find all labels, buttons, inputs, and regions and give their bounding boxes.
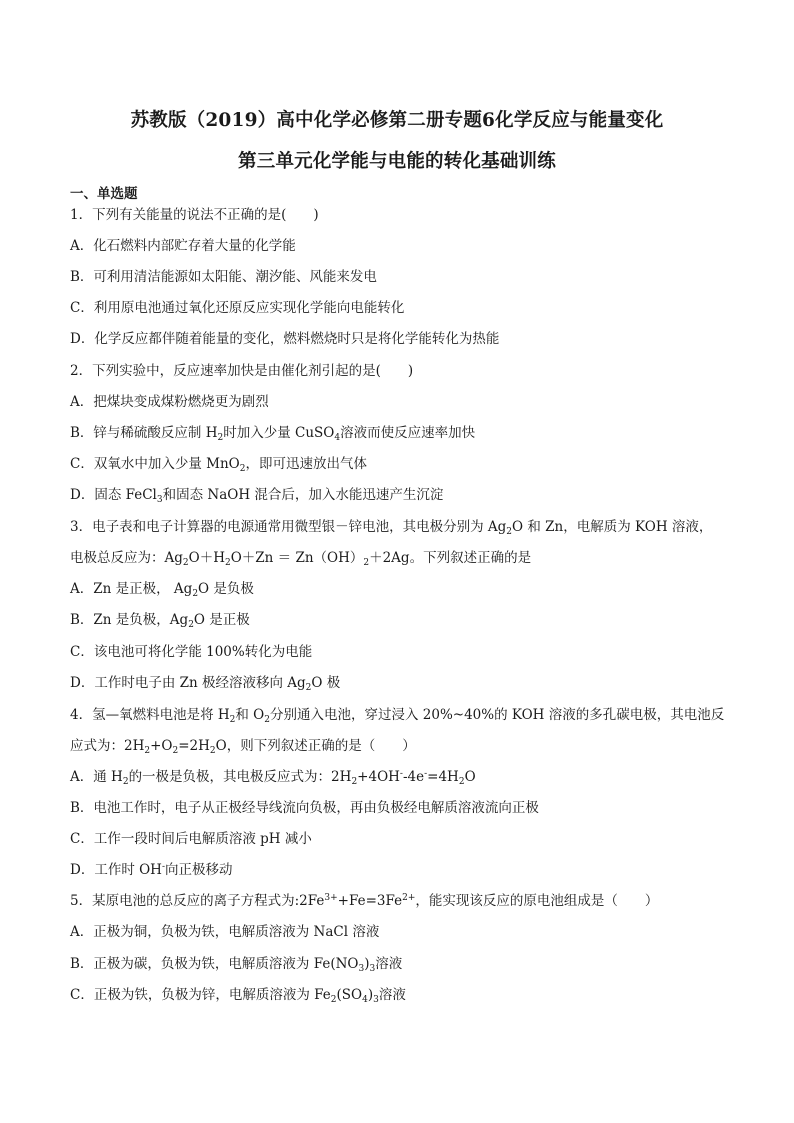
q4-option-b: B．电池工作时，电子从正极经导线流向负极，再由负极经电解质溶液流向正极 [70,800,539,816]
document-title-line-1: 苏教版（2019）高中化学必修第二册专题6化学反应与能量变化 [130,110,664,131]
q1-option-b: B．可利用清洁能源如太阳能、潮汐能、风能来发电 [70,269,377,285]
q3-option-b: B．Zn 是负极，$Ag_2O$ 是正极 [70,612,250,630]
document-title-line-2: 第三单元化学能与电能的转化基础训练 [238,151,556,172]
q2-stem: 2．下列实验中，反应速率加快是由催化剂引起的是( ) [70,363,414,379]
q5-stem: 5．某原电池的总反应的离子方程式为$:2Fe^{3+}+Fe=3Fe^{2+}$，能实现该反应的原电池组成是（ ） [70,893,659,909]
q5-option-a: A．正极为铜，负极为铁，电解质溶液为 NaCl 溶液 [70,924,380,940]
q4-option-a: A．通 $H_2$的一极是负极，其电极反应式为：$2H_2+4OH^--4e^-=4H_2O$ [70,769,476,787]
q1-option-d: D．化学反应都伴随着能量的变化，燃料燃烧时只是将化学能转化为热能 [70,331,500,347]
q1-stem: 1．下列有关能量的说法不正确的是( ) [70,207,319,223]
q3-stem-line-2: 电极总反应为：$Ag_2O+H_2O+Zn = Zn(OH)_2+2Ag$。下列叙述正确的是 [70,550,532,568]
q2-option-a: A．把煤块变成煤粉燃烧更为剧烈 [70,394,269,410]
q4-option-d: D．工作时 OH-向正极移动 [70,862,233,878]
q4-stem-line-2: 应式为：$2H_2+O_2=2H_2O$，则下列叙述正确的是（ ） [70,738,416,756]
q5-option-c: C．正极为铁，负极为锌，电解质溶液为 $Fe_2(SO_4)_3$溶液 [70,987,406,1005]
q2-option-d: D．固态 FeCl$_3$和固态 NaOH 混合后，加入水能迅速产生沉淀 [70,487,444,505]
q5-option-b: B．正极为碳，负极为铁，电解质溶液为 $Fe(NO_3)_3$溶液 [70,956,403,974]
q1-option-a: A．化石燃料内部贮存着大量的化学能 [70,238,296,254]
section-heading: 一、单选题 [70,186,138,202]
q2-option-c: C．双氧水中加入少量 MnO$_2$，即可迅速放出气体 [70,456,367,474]
q3-stem-line-1: 3．电子表和电子计算器的电源通常用微型银－锌电池，其电极分别为 $Ag_2O$ 和 Zn，电解质为 KOH 溶液， [70,519,713,537]
q3-option-a: A．Zn 是正极， $Ag_2O$ 是负极 [70,581,254,599]
q4-stem-line-1: 4．氢—氧燃料电池是将 $H_2$和 $O_2$分别通入电池，穿过浸入 20%~40%的 KOH 溶液的多孔碳电极，其电池反 [70,707,725,725]
q1-option-c: C．利用原电池通过氧化还原反应实现化学能向电能转化 [70,300,405,316]
q4-option-c: C．工作一段时间后电解质溶液 pH 减小 [70,831,312,847]
q3-option-d: D．工作时电子由 Zn 极经溶液移向 $Ag_2O$ 极 [70,675,341,693]
q3-option-c: C．该电池可将化学能 100%转化为电能 [70,644,313,660]
q2-option-b: B．锌与稀硫酸反应制 $H_2$时加入少量 CuSO$_4$溶液而使反应速率加快 [70,425,476,443]
